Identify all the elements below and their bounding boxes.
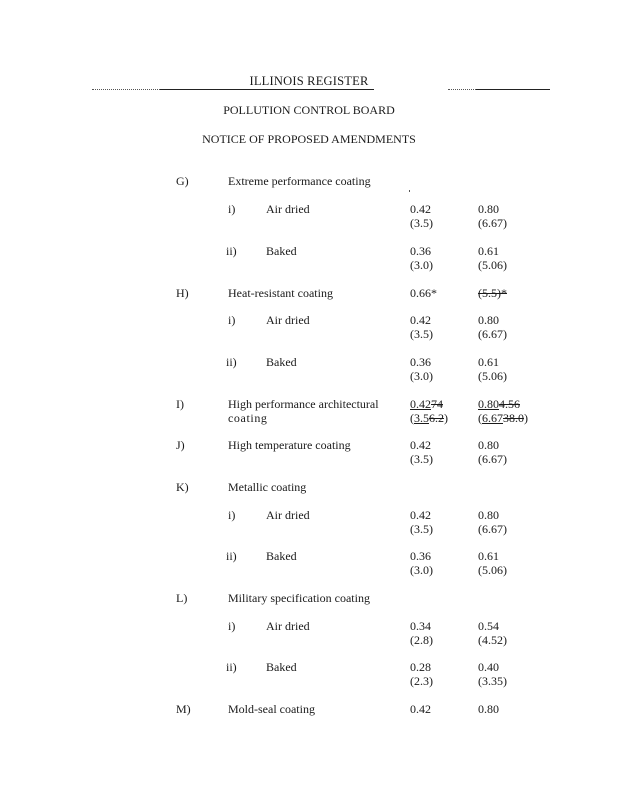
row-h-value2-struck: (5.5)* <box>478 286 507 300</box>
row-i-value2-metric <box>478 411 528 425</box>
row-k-ii-value2-metric: (5.06) <box>478 563 507 577</box>
row-k-ii-label: Baked <box>266 549 297 563</box>
row-l-ii-value1: 0.28 <box>410 660 431 674</box>
row-h-value1: 0.66* <box>410 286 437 300</box>
header-rule-right-dotted <box>448 89 476 90</box>
row-m-value1: 0.42 <box>410 702 431 716</box>
board-title: POLLUTION CONTROL BOARD <box>223 103 395 117</box>
header-rule-left <box>160 89 374 90</box>
row-i-value2 <box>478 397 520 411</box>
row-h-i-value1-metric: (3.5) <box>410 327 433 341</box>
header-rule-right <box>476 89 550 90</box>
row-i-value2-metric-close: ) <box>524 411 528 425</box>
row-i-value2-new: 0.80 <box>478 397 499 411</box>
row-k-i-label: Air dried <box>266 508 310 522</box>
row-l-ii-roman: ii) <box>226 660 237 674</box>
row-k-ii-roman: ii) <box>226 549 237 563</box>
row-h-i-value2-metric: (6.67) <box>478 327 507 341</box>
row-g-ii-label: Baked <box>266 244 297 258</box>
row-l-ii-value1-metric: (2.3) <box>410 674 433 688</box>
row-l-name: Military specification coating <box>228 591 370 605</box>
row-i-value2-metric-open: ( <box>478 411 482 425</box>
row-i-value1-metric-close: ) <box>444 411 448 425</box>
row-h-ii-value1: 0.36 <box>410 355 431 369</box>
header-rule-left-dotted <box>92 89 160 90</box>
row-h-name: Heat-resistant coating <box>228 286 333 300</box>
row-g-ii-value1: 0.36 <box>410 244 431 258</box>
row-g-i-value2: 0.80 <box>478 202 499 216</box>
row-l-i-value1-metric: (2.8) <box>410 633 433 647</box>
row-i-value2-metric-old: 38.0 <box>503 411 524 425</box>
row-h-ii-value2-metric: (5.06) <box>478 369 507 383</box>
row-g-name: Extreme performance coating <box>228 174 371 188</box>
row-j-value1: 0.42 <box>410 438 431 452</box>
row-j-name: High temperature coating <box>228 438 351 452</box>
row-k-i-value1-metric: (3.5) <box>410 522 433 536</box>
row-k-ii-value2: 0.61 <box>478 549 499 563</box>
row-h-letter: H) <box>176 286 189 300</box>
row-l-letter: L) <box>176 591 188 605</box>
row-h-i-value2: 0.80 <box>478 313 499 327</box>
row-g-ii-value1-metric: (3.0) <box>410 258 433 272</box>
row-g-i-label: Air dried <box>266 202 310 216</box>
row-k-letter: K) <box>176 480 189 494</box>
row-g-ii-roman: ii) <box>226 244 237 258</box>
row-l-ii-value2-metric: (3.35) <box>478 674 507 688</box>
row-k-ii-value1: 0.36 <box>410 549 431 563</box>
notice-title: NOTICE OF PROPOSED AMENDMENTS <box>202 132 416 146</box>
stray-mark <box>409 190 410 192</box>
row-i-value1-old: 74 <box>431 397 443 411</box>
row-l-ii-value2: 0.40 <box>478 660 499 674</box>
row-i-name-line1: High performance architectural <box>228 397 379 411</box>
row-i-value1-metric-old: 6.2 <box>429 411 444 425</box>
row-g-ii-value2-metric: (5.06) <box>478 258 507 272</box>
row-j-letter: J) <box>176 438 185 452</box>
row-k-ii-value1-metric: (3.0) <box>410 563 433 577</box>
row-i-value1-metric-open: ( <box>410 411 414 425</box>
row-i-name-line2: coating <box>228 411 268 425</box>
row-g-i-value1: 0.42 <box>410 202 431 216</box>
row-m-value2: 0.80 <box>478 702 499 716</box>
row-h-i-label: Air dried <box>266 313 310 327</box>
row-m-name: Mold-seal coating <box>228 702 315 716</box>
row-i-letter: I) <box>176 397 184 411</box>
row-j-value2-metric: (6.67) <box>478 452 507 466</box>
row-g-letter: G) <box>176 174 189 188</box>
row-k-name: Metallic coating <box>228 480 307 494</box>
row-l-i-label: Air dried <box>266 619 310 633</box>
row-j-value1-metric: (3.5) <box>410 452 433 466</box>
register-title: ILLINOIS REGISTER <box>249 74 369 88</box>
row-h-ii-value1-metric: (3.0) <box>410 369 433 383</box>
row-k-i-roman: i) <box>228 508 236 522</box>
row-l-i-value1: 0.34 <box>410 619 431 633</box>
row-l-ii-label: Baked <box>266 660 297 674</box>
row-g-i-value2-metric: (6.67) <box>478 216 507 230</box>
row-m-letter: M) <box>176 702 191 716</box>
row-h-i-roman: i) <box>228 313 236 327</box>
row-i-value1-metric-new: 3.5 <box>414 411 429 425</box>
row-k-i-value1: 0.42 <box>410 508 431 522</box>
row-k-i-value2: 0.80 <box>478 508 499 522</box>
row-j-value2: 0.80 <box>478 438 499 452</box>
row-l-i-roman: i) <box>228 619 236 633</box>
row-h-i-value1: 0.42 <box>410 313 431 327</box>
row-h-ii-label: Baked <box>266 355 297 369</box>
row-l-i-value2-metric: (4.52) <box>478 633 507 647</box>
row-g-i-roman: i) <box>228 202 236 216</box>
row-g-i-value1-metric: (3.5) <box>410 216 433 230</box>
row-i-value1-metric <box>410 411 448 425</box>
row-h-ii-roman: ii) <box>226 355 237 369</box>
row-i-value2-old: 4.56 <box>499 397 520 411</box>
row-g-ii-value2: 0.61 <box>478 244 499 258</box>
row-l-i-value2: 0.54 <box>478 619 499 633</box>
row-i-value1 <box>410 397 443 411</box>
row-i-value2-metric-new: 6.67 <box>482 411 503 425</box>
row-i-value1-new: 0.42 <box>410 397 431 411</box>
row-h-ii-value2: 0.61 <box>478 355 499 369</box>
row-k-i-value2-metric: (6.67) <box>478 522 507 536</box>
